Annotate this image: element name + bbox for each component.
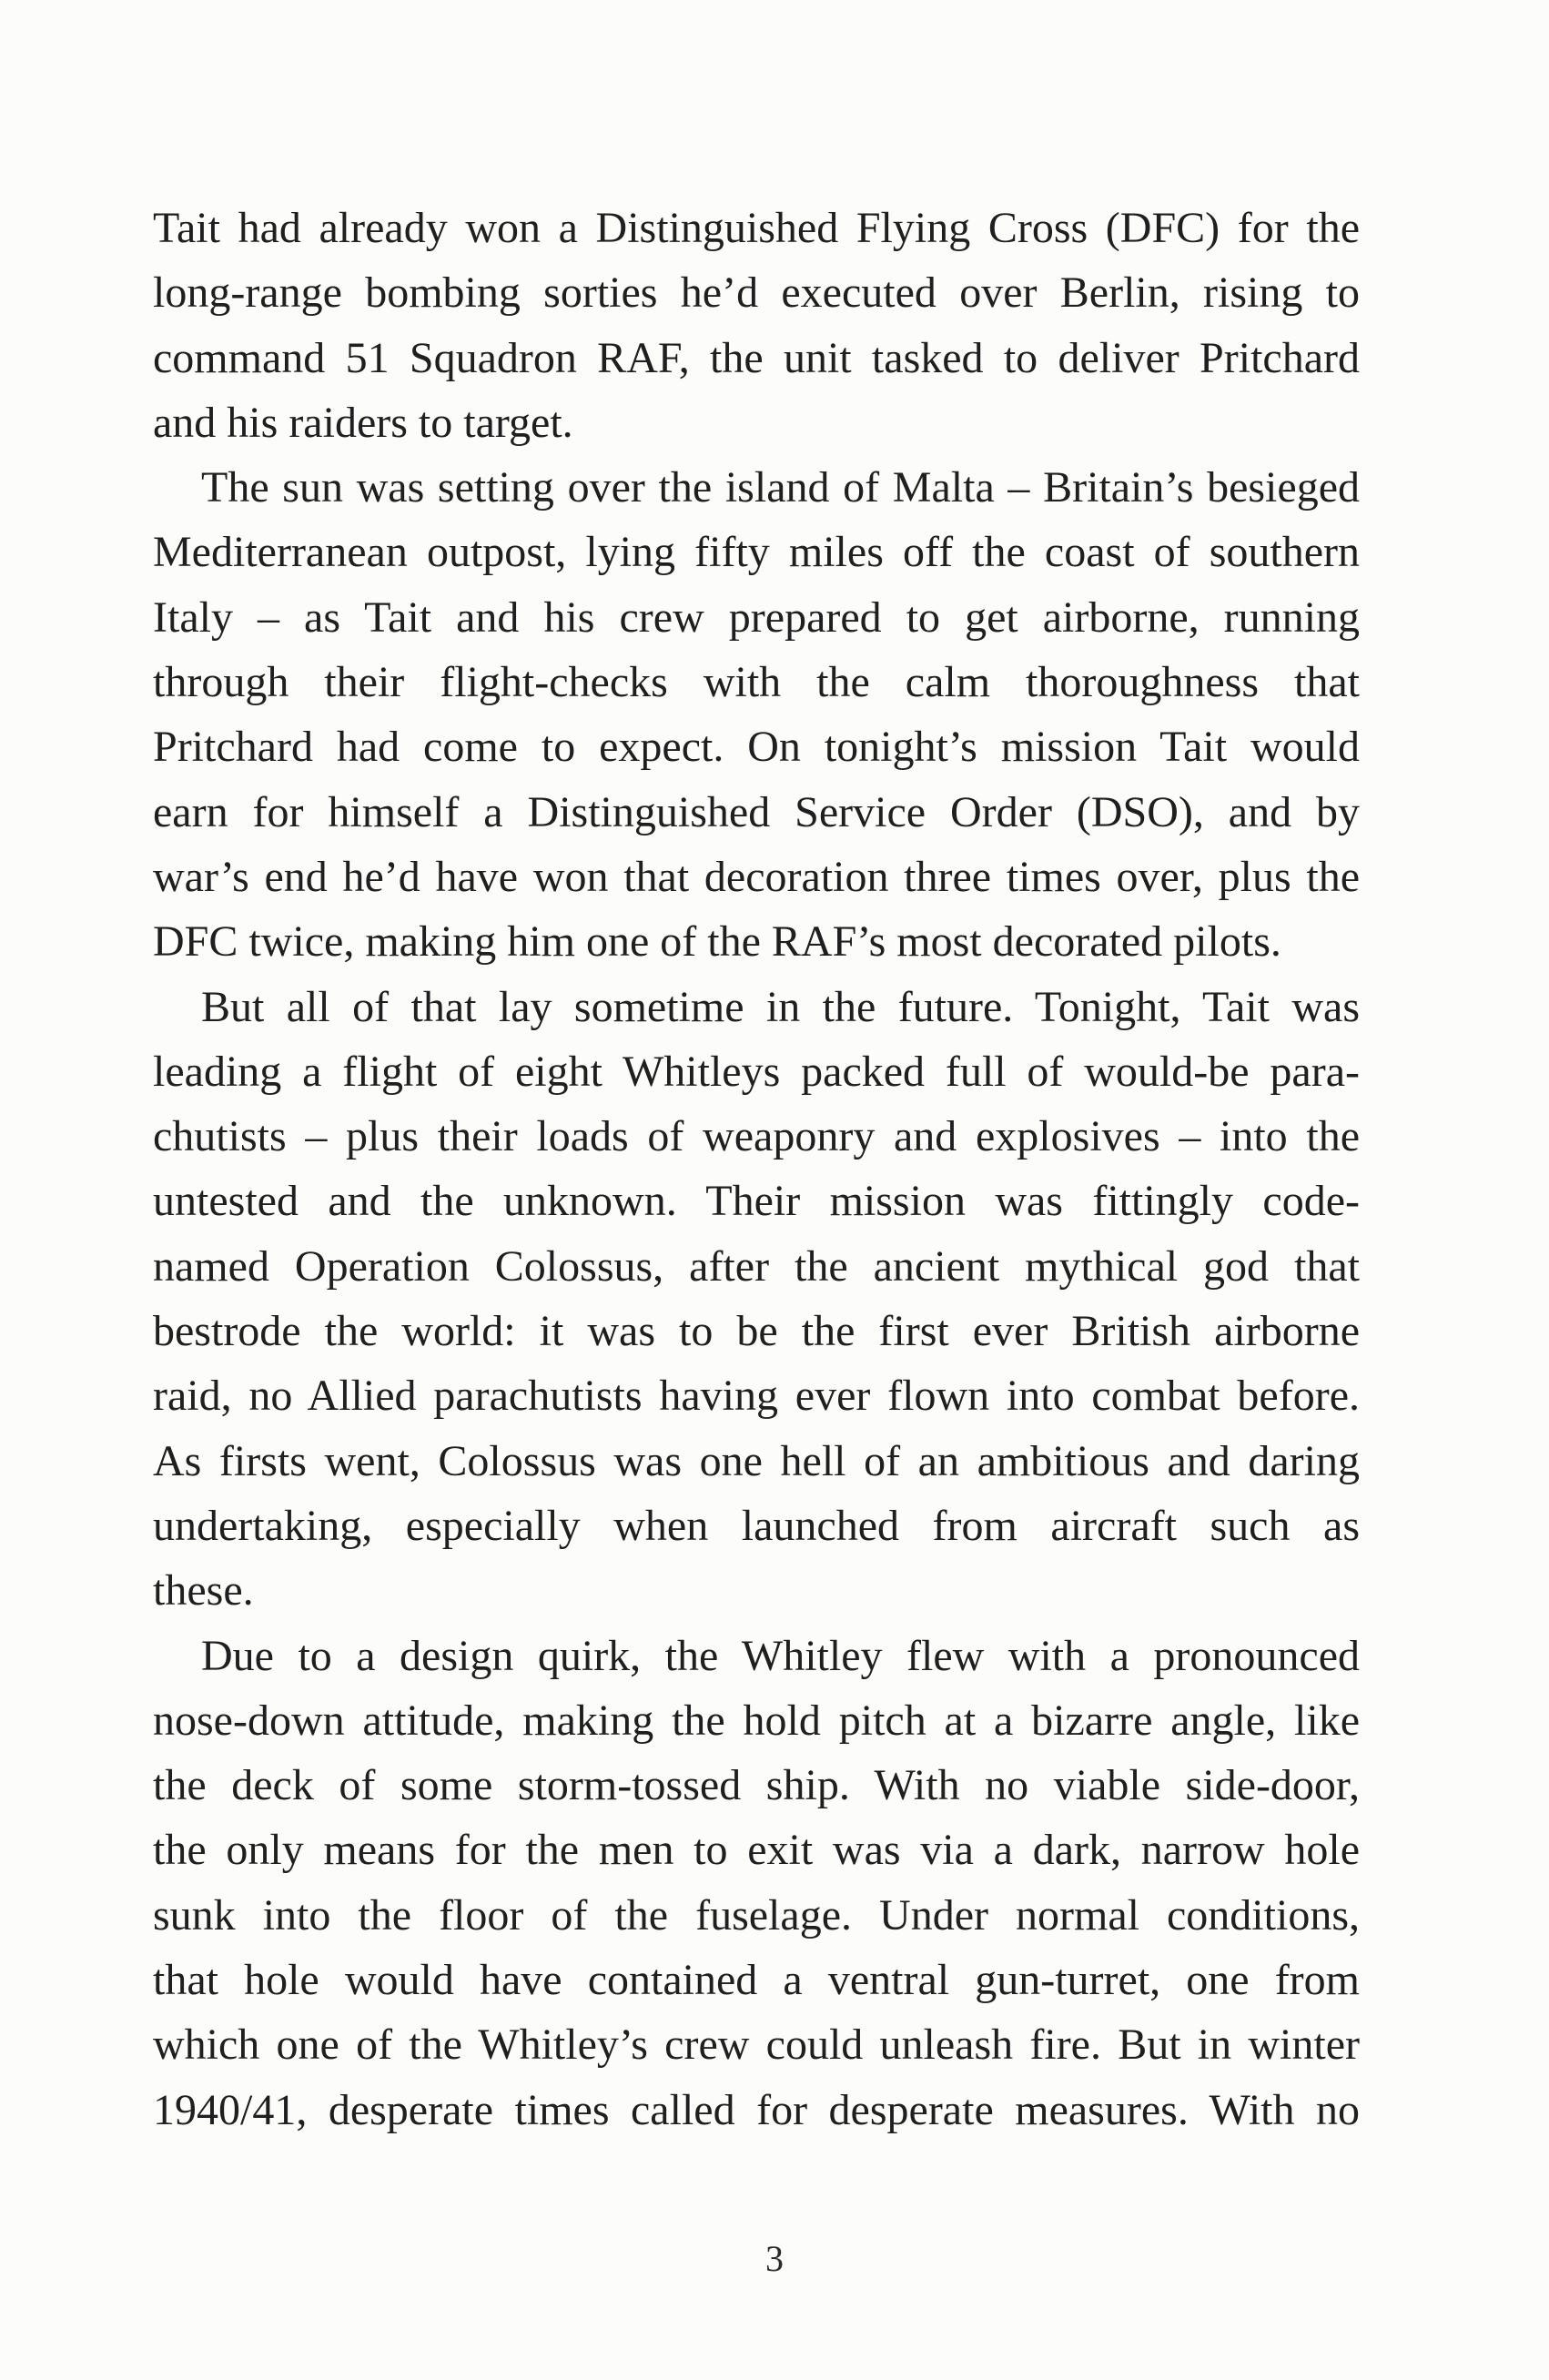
text-line: sunk into the floor of the fuselage. Under normal conditions, <box>153 1890 1360 1939</box>
paragraph-1 <box>153 196 1360 455</box>
text-line: chutists – plus their loads of weaponry and explosives – into the <box>153 1112 1360 1161</box>
page-number: 3 <box>765 2238 784 2279</box>
text-line: long-range bombing sorties he’d executed over Berlin, rising to <box>153 268 1360 318</box>
text-line: Pritchard had come to expect. On tonight’s mission Tait would <box>153 723 1360 772</box>
text-line: earn for himself a Distinguished Service Order (DSO), and by <box>153 787 1360 836</box>
text-line: Due to a design quirk, the Whitley flew with a pronounced <box>201 1631 1360 1680</box>
text-line: raid, no Allied parachutists having ever flown into combat before. <box>153 1372 1360 1421</box>
text-line: war’s end he’d have won that decoration three times over, plus the <box>153 852 1360 901</box>
text-line: untested and the unknown. Their mission was fittingly code- <box>153 1177 1360 1226</box>
text-line: DFC twice, making him one of the RAF’s most decorated pilots. <box>153 917 1281 967</box>
text-line: bestrode the world: it was to be the first ever British airborne <box>153 1307 1360 1356</box>
text-line: the deck of some storm-tossed ship. With no viable side-door, <box>153 1761 1360 1810</box>
text-line: the only means for the men to exit was via a dark, narrow hole <box>153 1826 1360 1875</box>
text-line: and his raiders to target. <box>153 398 573 447</box>
text-line: Mediterranean outpost, lying fifty miles off the coast of southern <box>153 528 1360 577</box>
text-line: command 51 Squadron RAF, the unit tasked to deliver Pritchard <box>153 333 1360 382</box>
text-line: The sun was setting over the island of Malta – Britain’s besieged <box>201 463 1360 512</box>
text-line: leading a flight of eight Whitleys packed full of would-be para- <box>153 1047 1360 1096</box>
text-line: named Operation Colossus, after the ancient mythical god that <box>153 1241 1360 1291</box>
body-text <box>153 196 1360 2142</box>
text-line: 1940/41, desperate times called for desperate measures. With no <box>153 2085 1360 2134</box>
text-line: through their flight-checks with the calm thoroughness that <box>153 658 1360 707</box>
text-line: As firsts went, Colossus was one hell of an ambitious and daring <box>153 1436 1360 1485</box>
text-line: Tait had already won a Distinguished Flying Cross (DFC) for the <box>153 204 1360 252</box>
text-line: nose-down attitude, making the hold pitch at a bizarre angle, like <box>153 1696 1360 1745</box>
text-line: these. <box>153 1566 254 1615</box>
text-line: which one of the Whitley’s crew could unleash fire. But in winter <box>153 2020 1360 2070</box>
paragraph-2 <box>153 455 1360 974</box>
paragraph-4 <box>153 1624 1360 2142</box>
text-line: Italy – as Tait and his crew prepared to get airborne, running <box>153 592 1360 642</box>
text-line: But all of that lay sometime in the future. Tonight, Tait was <box>201 982 1360 1031</box>
paragraph-3 <box>153 975 1360 1624</box>
text-line: undertaking, especially when launched from aircraft such as <box>153 1501 1360 1550</box>
text-line: that hole would have contained a ventral gun-turret, one from <box>153 1956 1360 2005</box>
